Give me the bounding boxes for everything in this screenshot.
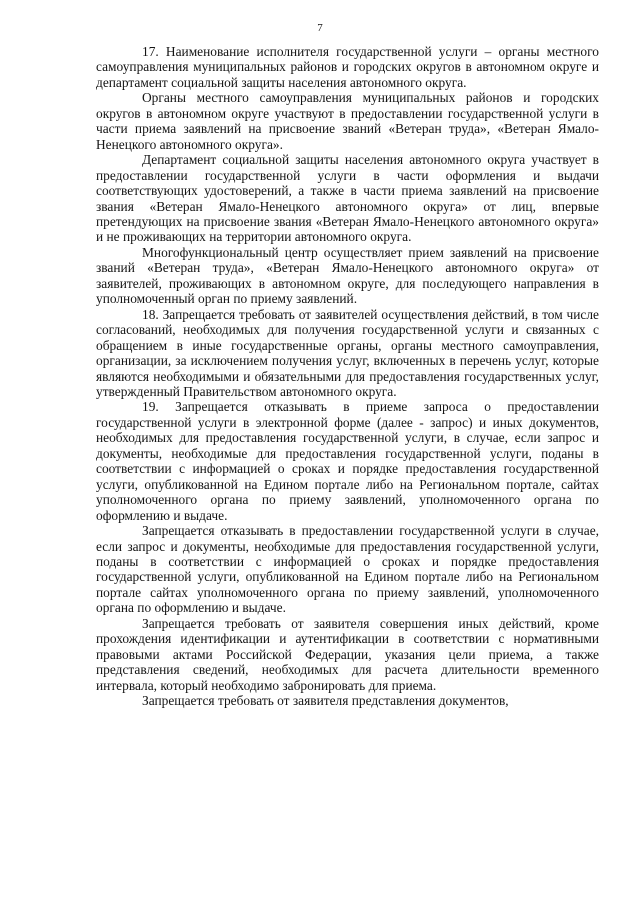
paragraph-refusal-to-provide: Запрещается отказывать в предоставлении государственной услуги в случае, если запрос и документы, необходимые для предоставления государственной услуги, поданы в соответствии с информацией о сроках и порядке предоставления государственной услуги, опубликованной на Едином портале либо на Региональном портале сайтах уполномоченного органа по приему заявлений, уполномоченного органа по оформлению и выдаче. [96,523,599,616]
paragraph-17-executor: 17. Наименование исполнителя государственной услуги – органы местного самоуправления муниципальных районов и городских округов в автономном округе и департамент социальной защиты населения автономного округа. [96,44,599,90]
paragraph-18-prohibition: 18. Запрещается требовать от заявителей осуществления действий, в том числе согласований, необходимых для получения государственной услуги и связанных с обращением в иные государственные органы, органы местного самоуправления, организации, за исключением получения услуг, включенных в перечень услуг, которые являются необходимыми и обязательными для предоставления государственных услуг, утвержденный Правительством автономного округа. [96,306,599,399]
paragraph-documents-requirement: Запрещается требовать от заявителя представления документов, [142,693,509,709]
paragraph-other-actions: Запрещается требовать от заявителя совершения иных действий, кроме прохождения идентификации и аутентификации в соответствии с нормативными правовыми актами Российской Федерации, указания цели приема, а также представления сведений, необходимых для расчета длительности временного интервала, который необходимо забронировать для приема. [96,615,599,693]
page-number: 7 [317,22,323,34]
document-body [96,44,599,708]
paragraph-19-refusal-to-accept: 19. Запрещается отказывать в приеме запроса о предоставлении государственной услуги в электронной форме (далее - запрос) и иных документов, необходимых для предоставления государственной услуги, в случае, если запрос и документы, необходимые для предоставления государственной услуги, поданы в соответствии с информацией о сроках и порядке предоставления государственной услуги, опубликованной на Едином портале либо на Региональном портале, сайтах уполномоченного органа по приему заявлений, уполномоченного органа по оформлению и выдаче. [96,399,599,523]
paragraph-department: Департамент социальной защиты населения автономного округа участвует в предоставлении государственной услуги в части оформления и выдачи соответствующих удостоверений, а также в части приема заявлений на присвоение звания «Ветеран Ямало-Ненецкого автономного округа» от лиц, впервые претендующих на присвоение звания «Ветеран Ямало-Ненецкого автономного округа» и не проживающих на территории автономного округа. [96,152,599,245]
paragraph-local-authorities: Органы местного самоуправления муниципальных районов и городских округов в автономном округе участвуют в предоставлении государственной услуги в части приема заявлений на присвоение званий «Ветеран труда», «Ветеран Ямало-Ненецкого автономного округа». [96,90,599,152]
paragraph-mfc: Многофункциональный центр осуществляет прием заявлений на присвоение званий «Ветеран труда», «Ветеран Ямало-Ненецкого автономного округа» от заявителей, проживающих в автономном округе, для последующего направления в уполномоченный орган по приему заявлений. [96,244,599,307]
